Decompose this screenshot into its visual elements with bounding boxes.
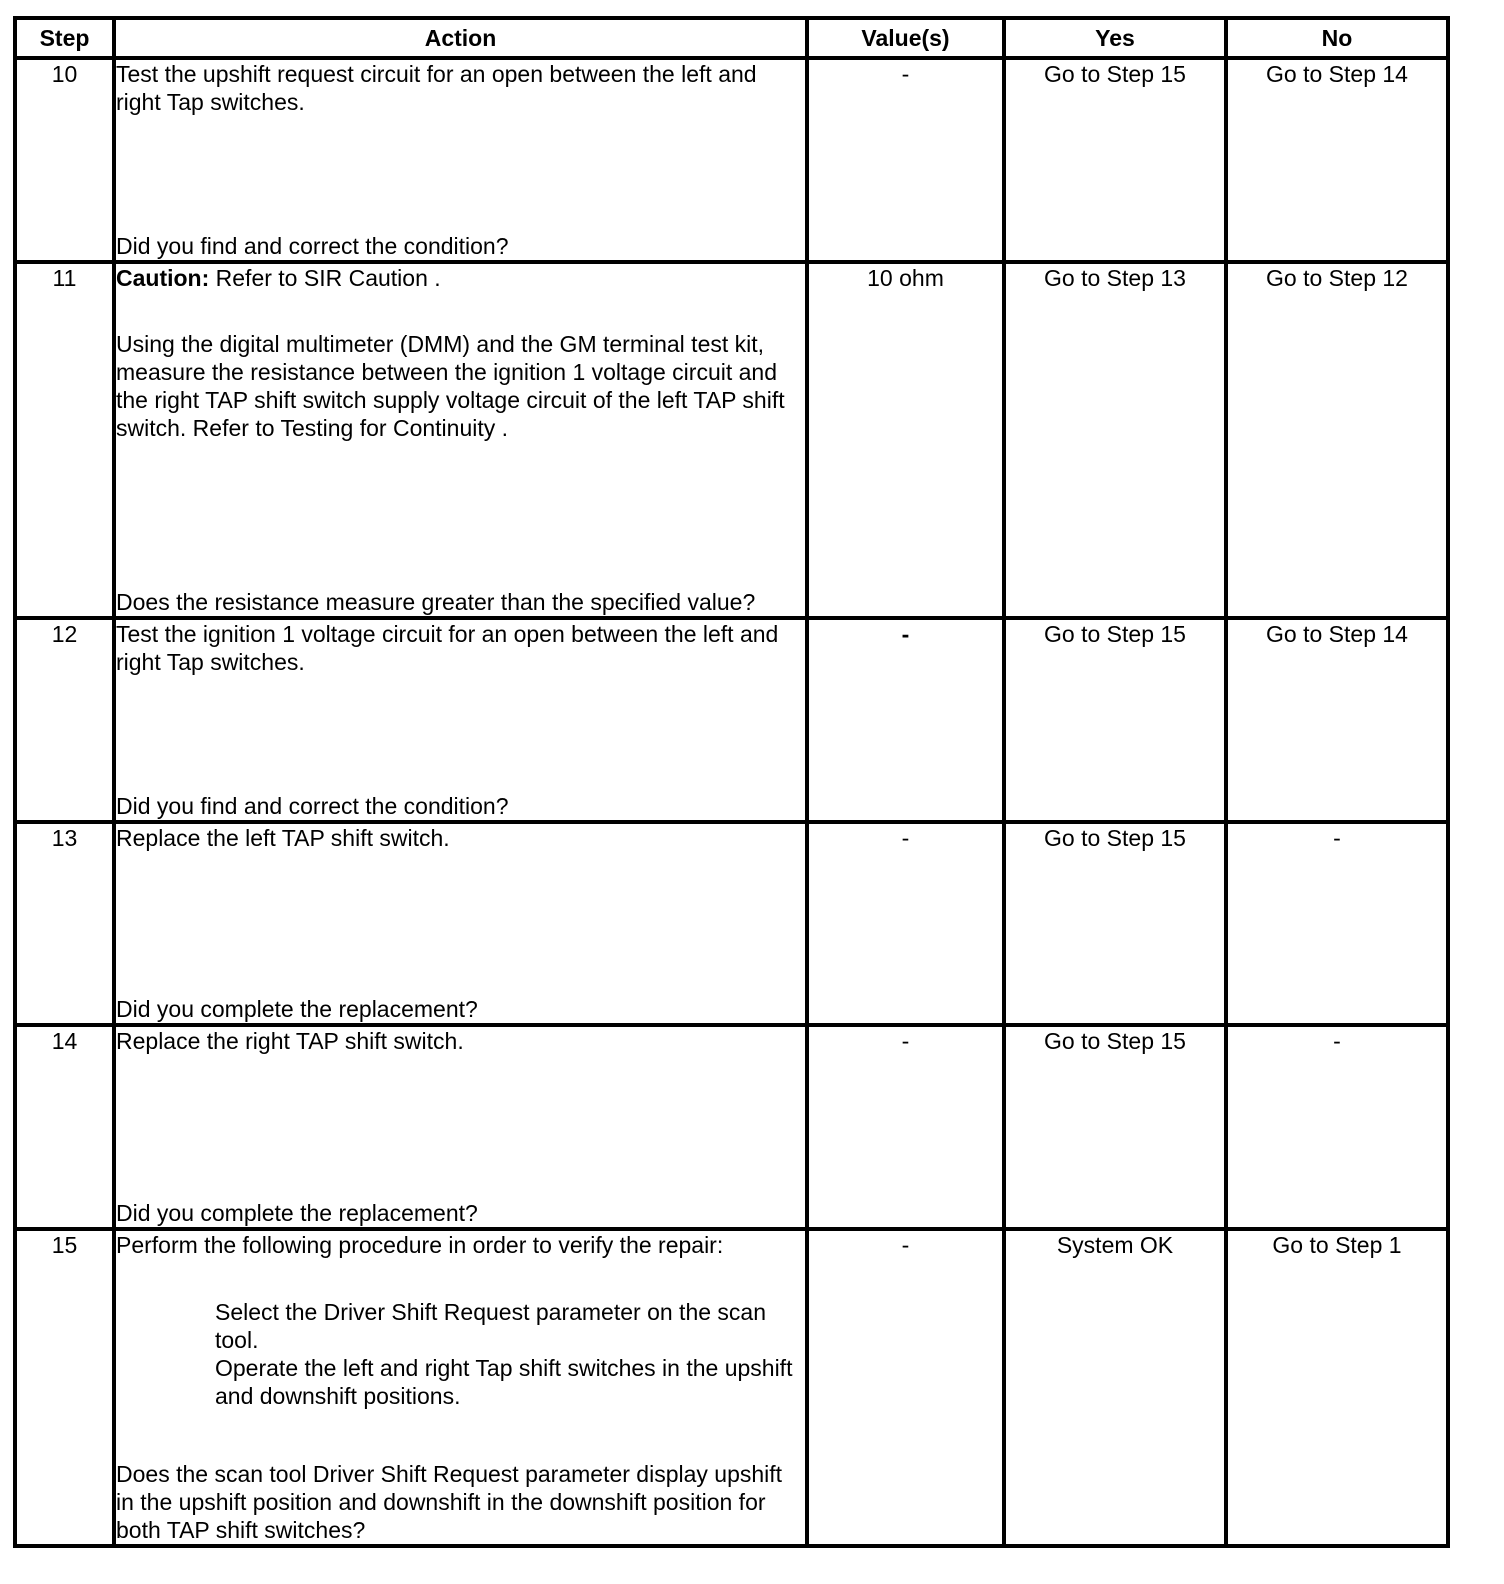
yes-cell: Go to Step 13 (1004, 262, 1226, 618)
table-row (15, 1229, 1448, 1546)
header-step: Step (15, 18, 114, 58)
action-cell (114, 1229, 807, 1546)
value-cell: 10 ohm (807, 262, 1004, 618)
step-number: 15 (15, 1229, 114, 1546)
yes-cell: Go to Step 15 (1004, 822, 1226, 1025)
no-cell: - (1226, 822, 1448, 1025)
caution-label: Caution: (116, 265, 210, 291)
diagnostic-table (13, 16, 1450, 1548)
step-number: 11 (15, 262, 114, 618)
yes-cell: System OK (1004, 1229, 1226, 1546)
table-row (15, 618, 1448, 822)
action-cell (114, 822, 807, 1025)
value-cell: - (807, 1025, 1004, 1229)
action-cell (114, 618, 807, 822)
caution-text: Refer to SIR Caution . (209, 265, 441, 291)
yes-cell: Go to Step 15 (1004, 58, 1226, 262)
table-row (15, 1025, 1448, 1229)
no-cell: Go to Step 14 (1226, 618, 1448, 822)
action-text: Using the digital multimeter (DMM) and the GM terminal test kit, measure the resistance between the ignition 1 voltage circuit and the right TAP shift switch supply voltage circuit of the left TAP shift switch. Refer to Testing for Continuity . (116, 331, 785, 441)
yes-cell: Go to Step 15 (1004, 618, 1226, 822)
action-text: Test the upshift request circuit for an open between the left and right Tap switches. (116, 61, 757, 115)
table-row (15, 58, 1448, 262)
no-cell: - (1226, 1025, 1448, 1229)
table-row (15, 262, 1448, 618)
action-question: Does the resistance measure greater than the specified value? (116, 589, 756, 615)
action-question: Did you complete the replacement? (116, 1200, 478, 1226)
action-text: Perform the following procedure in order to verify the repair: (116, 1232, 724, 1258)
header-values: Value(s) (807, 18, 1004, 58)
action-cell (114, 262, 807, 618)
action-question: Does the scan tool Driver Shift Request parameter display upshift in the upshift position and downshift in the downshift position for both TAP shift switches? (116, 1461, 783, 1543)
substep: Operate the left and right Tap shift switches in the upshift and downshift positions. (215, 1355, 793, 1409)
step-number: 13 (15, 822, 114, 1025)
header-no: No (1226, 18, 1448, 58)
header-action: Action (114, 18, 807, 58)
caution-line (116, 264, 805, 292)
no-cell: Go to Step 1 (1226, 1229, 1448, 1546)
yes-cell: Go to Step 15 (1004, 1025, 1226, 1229)
action-question: Did you find and correct the condition? (116, 233, 509, 259)
action-cell (114, 58, 807, 262)
no-cell: Go to Step 14 (1226, 58, 1448, 262)
value-cell: - (807, 58, 1004, 262)
action-text: Replace the left TAP shift switch. (116, 825, 450, 851)
header-row (15, 18, 1448, 58)
no-cell: Go to Step 12 (1226, 262, 1448, 618)
action-text: Test the ignition 1 voltage circuit for an open between the left and right Tap switches. (116, 621, 779, 675)
action-text: Replace the right TAP shift switch. (116, 1028, 464, 1054)
action-question: Did you find and correct the condition? (116, 793, 509, 819)
table-row (15, 822, 1448, 1025)
action-cell (114, 1025, 807, 1229)
step-number: 12 (15, 618, 114, 822)
action-question: Did you complete the replacement? (116, 996, 478, 1022)
step-number: 14 (15, 1025, 114, 1229)
value-cell: - (807, 1229, 1004, 1546)
step-number: 10 (15, 58, 114, 262)
header-yes: Yes (1004, 18, 1226, 58)
value-cell: - (807, 618, 1004, 822)
value-cell: - (807, 822, 1004, 1025)
substep: Select the Driver Shift Request parameter on the scan tool. (215, 1299, 767, 1353)
